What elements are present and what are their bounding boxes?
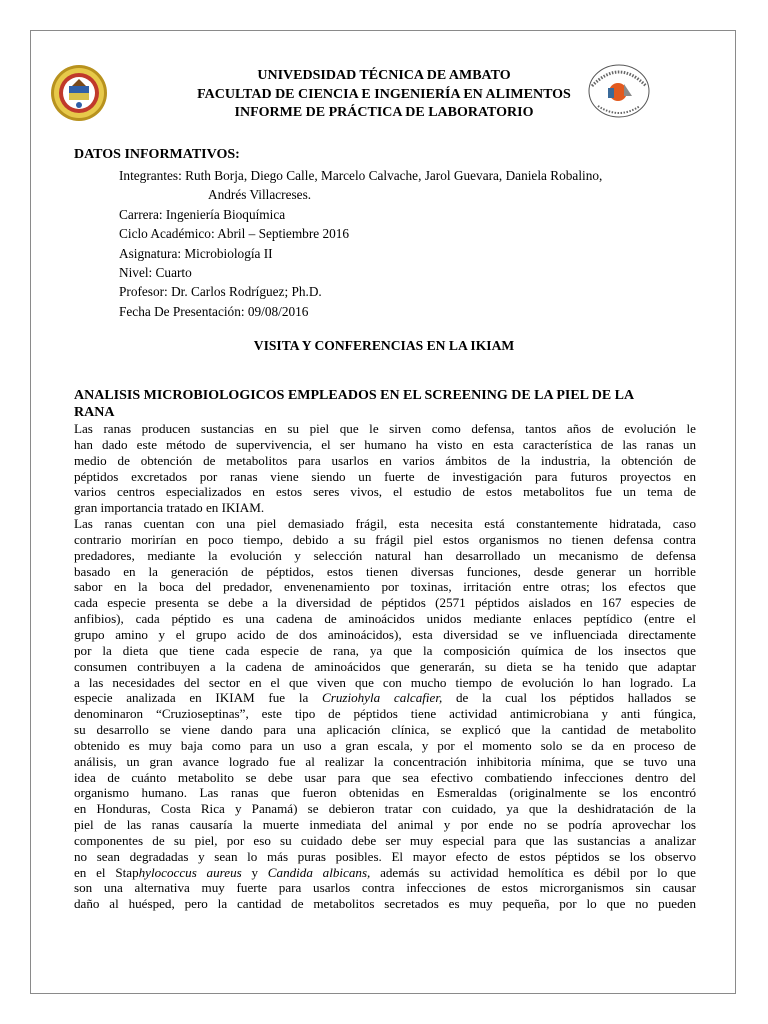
body-line-4: péptidos excretados por ranas viene siendo un fuerte de investigación para futuros proyectos en [74,468,696,484]
body-line-12: cada especie presenta se debe a la diversidad de péptidos (2571 péptidos aislados en 167 especies de [74,595,696,611]
body-line-30: son una alternativa muy fuerte para usarlos contra infecciones de estos microrganismos sin causar [74,880,696,896]
university-seal-logo [50,64,108,122]
body-line-18-b: de la cual los péptidos hallados se [442,690,696,706]
body-line-5: varios centros especializados en estos seres vivos, el estudio de estos metabolitos fue un tema de [74,484,696,500]
datos-carrera: Carrera: Ingeniería Bioquímica [119,206,286,222]
section-title: VISITA Y CONFERENCIAS EN LA IKIAM [253,338,515,353]
body-line-7: Las ranas cuentan con una piel demasiado frágil, esta necesita está constantemente hidratada, caso [74,516,696,532]
datos-nivel: Nivel: Cuarto [119,265,192,281]
body-line-31: daño al huésped, pero la cantidad de metabolitos secretados es muy pequeña, por lo que no pueden [74,896,696,912]
body-line-26: piel de las ranas causaría la muerte inmediata del animal y por ende no se podría aprovechar los [74,817,696,833]
body-text [74,421,696,912]
body-line-17: a las necesidades del sector en el que viven que con mucho tiempo de evolución lo han logrado. La [74,674,696,690]
body-line-21: obtenido es muy baja como para un uso a gran escala, y por el momento solo se da en proceso de [74,737,696,753]
body-line-29-a: en el Stap [74,864,139,880]
faculty-name: FACULTAD DE CIENCIA E INGENIERÍA EN ALIMENTOS [197,86,571,102]
datos-integrantes: Integrantes: Ruth Borja, Diego Calle, Marcelo Calvache, Jarol Guevara, Daniela Robalino, [119,168,603,183]
body-line-13: anfibios), cada péptido es una cadena de aminoácidos unidos mediante enlaces peptídico (entre el [74,611,696,627]
body-line-6: gran importancia tratado en IKIAM. [74,500,265,516]
candida-name: Candida albicans, [267,864,371,880]
body-line-20: su desarrollo se viene dando para una aplicación clínica, se explicó que la cantidad de metabolito [74,722,696,738]
datos-fecha: Fecha De Presentación: 09/08/2016 [119,303,309,319]
body-line-3: medio de obtención de metabolitos para usarlos en varios ámbitos de la industria, la obtención de [74,452,696,468]
body-line-9: predadores, mediante la evolución y selección natural han desarrollado un mecanismo de defensa [74,547,696,563]
body-line-10: basado en la generación de péptidos, estos tienen diversas funciones, desde generar un horrible [74,563,696,579]
body-line-25: en Honduras, Costa Rica y Panamá) se debieron tratar con cuidado, ya que la deshidratación de la [74,801,696,817]
datos-list [119,166,719,321]
body-line-29-c: además su actividad hemolítica es débil por lo que [370,864,696,880]
subtitle-line-1: ANALISIS MICROBIOLOGICOS EMPLEADOS EN EL SCREENING DE LA PIEL DE LA [74,388,635,403]
species-name: Cruziohyla calcafier, [321,690,443,706]
datos-integrantes-cont: Andrés Villacreses. [208,187,312,203]
body-line-11: sabor en la boca del predador, envenenamiento por toxinas, irritación entre otras; los efectos que [74,579,696,595]
body-line-19: denominaron “Cruzioseptinas”, este tipo de péptidos tiene actividad antimicrobiana y anti fúngica, [74,706,696,722]
body-line-2: han dado este método de supervivencia, el ser humano ha visto en esta característica de las ranas un [74,436,696,452]
datos-ciclo: Ciclo Académico: Abril – Septiembre 2016 [119,226,350,242]
body-line-16: consumen contribuyen a la cadena de aminoácidos que generarán, su dieta se ha tenido que adaptar [74,658,696,674]
staphylococcus-name: hylococcus aureus [138,864,242,880]
body-line-15: por la dieta que tiene cada especie de rana, ya que la composición química de los insectos que [74,642,696,658]
datos-title: DATOS INFORMATIVOS: [74,147,240,162]
body-line-27: componentes de su piel, por eso su cuidado debe ser muy especial para que las sustancias a analizar [74,832,696,848]
report-title: INFORME DE PRÁCTICA DE LABORATORIO [234,105,534,120]
body-line-1: Las ranas producen sustancias en su piel que le sirven como defensa, tantos años de evolución le [74,421,696,436]
body-line-23: idea de cuánto metabolito se debe usar para que sea efectivo combatiendo infecciones dentro del [74,769,696,785]
body-line-8: contrario morirían en poco tiempo, debido a su frágil piel estos organismos no tienen defensa contra [74,531,696,547]
datos-asignatura: Asignatura: Microbiología II [119,245,273,261]
body-line-18 [74,690,696,706]
body-line-24: organismo humano. Las ranas que fueron obtenidas en Esmeraldas (originalmente se los encontró [74,785,696,801]
body-line-14: grupo amino y el grupo acido de dos aminoácidos), esta diversidad se ve influenciada directamente [74,626,696,642]
body-line-29 [74,865,696,881]
body-line-29-b: y [241,864,268,880]
body-line-28: no sean degradadas y sean lo más puras posibles. El mayor efecto de estos péptidos se los observo [74,848,696,864]
subtitle-line-2: RANA [74,405,115,420]
datos-profesor: Profesor: Dr. Carlos Rodríguez; Ph.D. [119,284,322,300]
body-line-18-a: especie analizada en IKIAM fue la [74,690,322,706]
body-line-22: análisis, un gran avance logrado fue al realizar la concentración inhibitoria mínima, que se tuvo una [74,753,696,769]
document-header [110,67,658,123]
subtitle [74,387,696,421]
university-name: UNIVEDSIDAD TÉCNICA DE AMBATO [257,68,511,83]
